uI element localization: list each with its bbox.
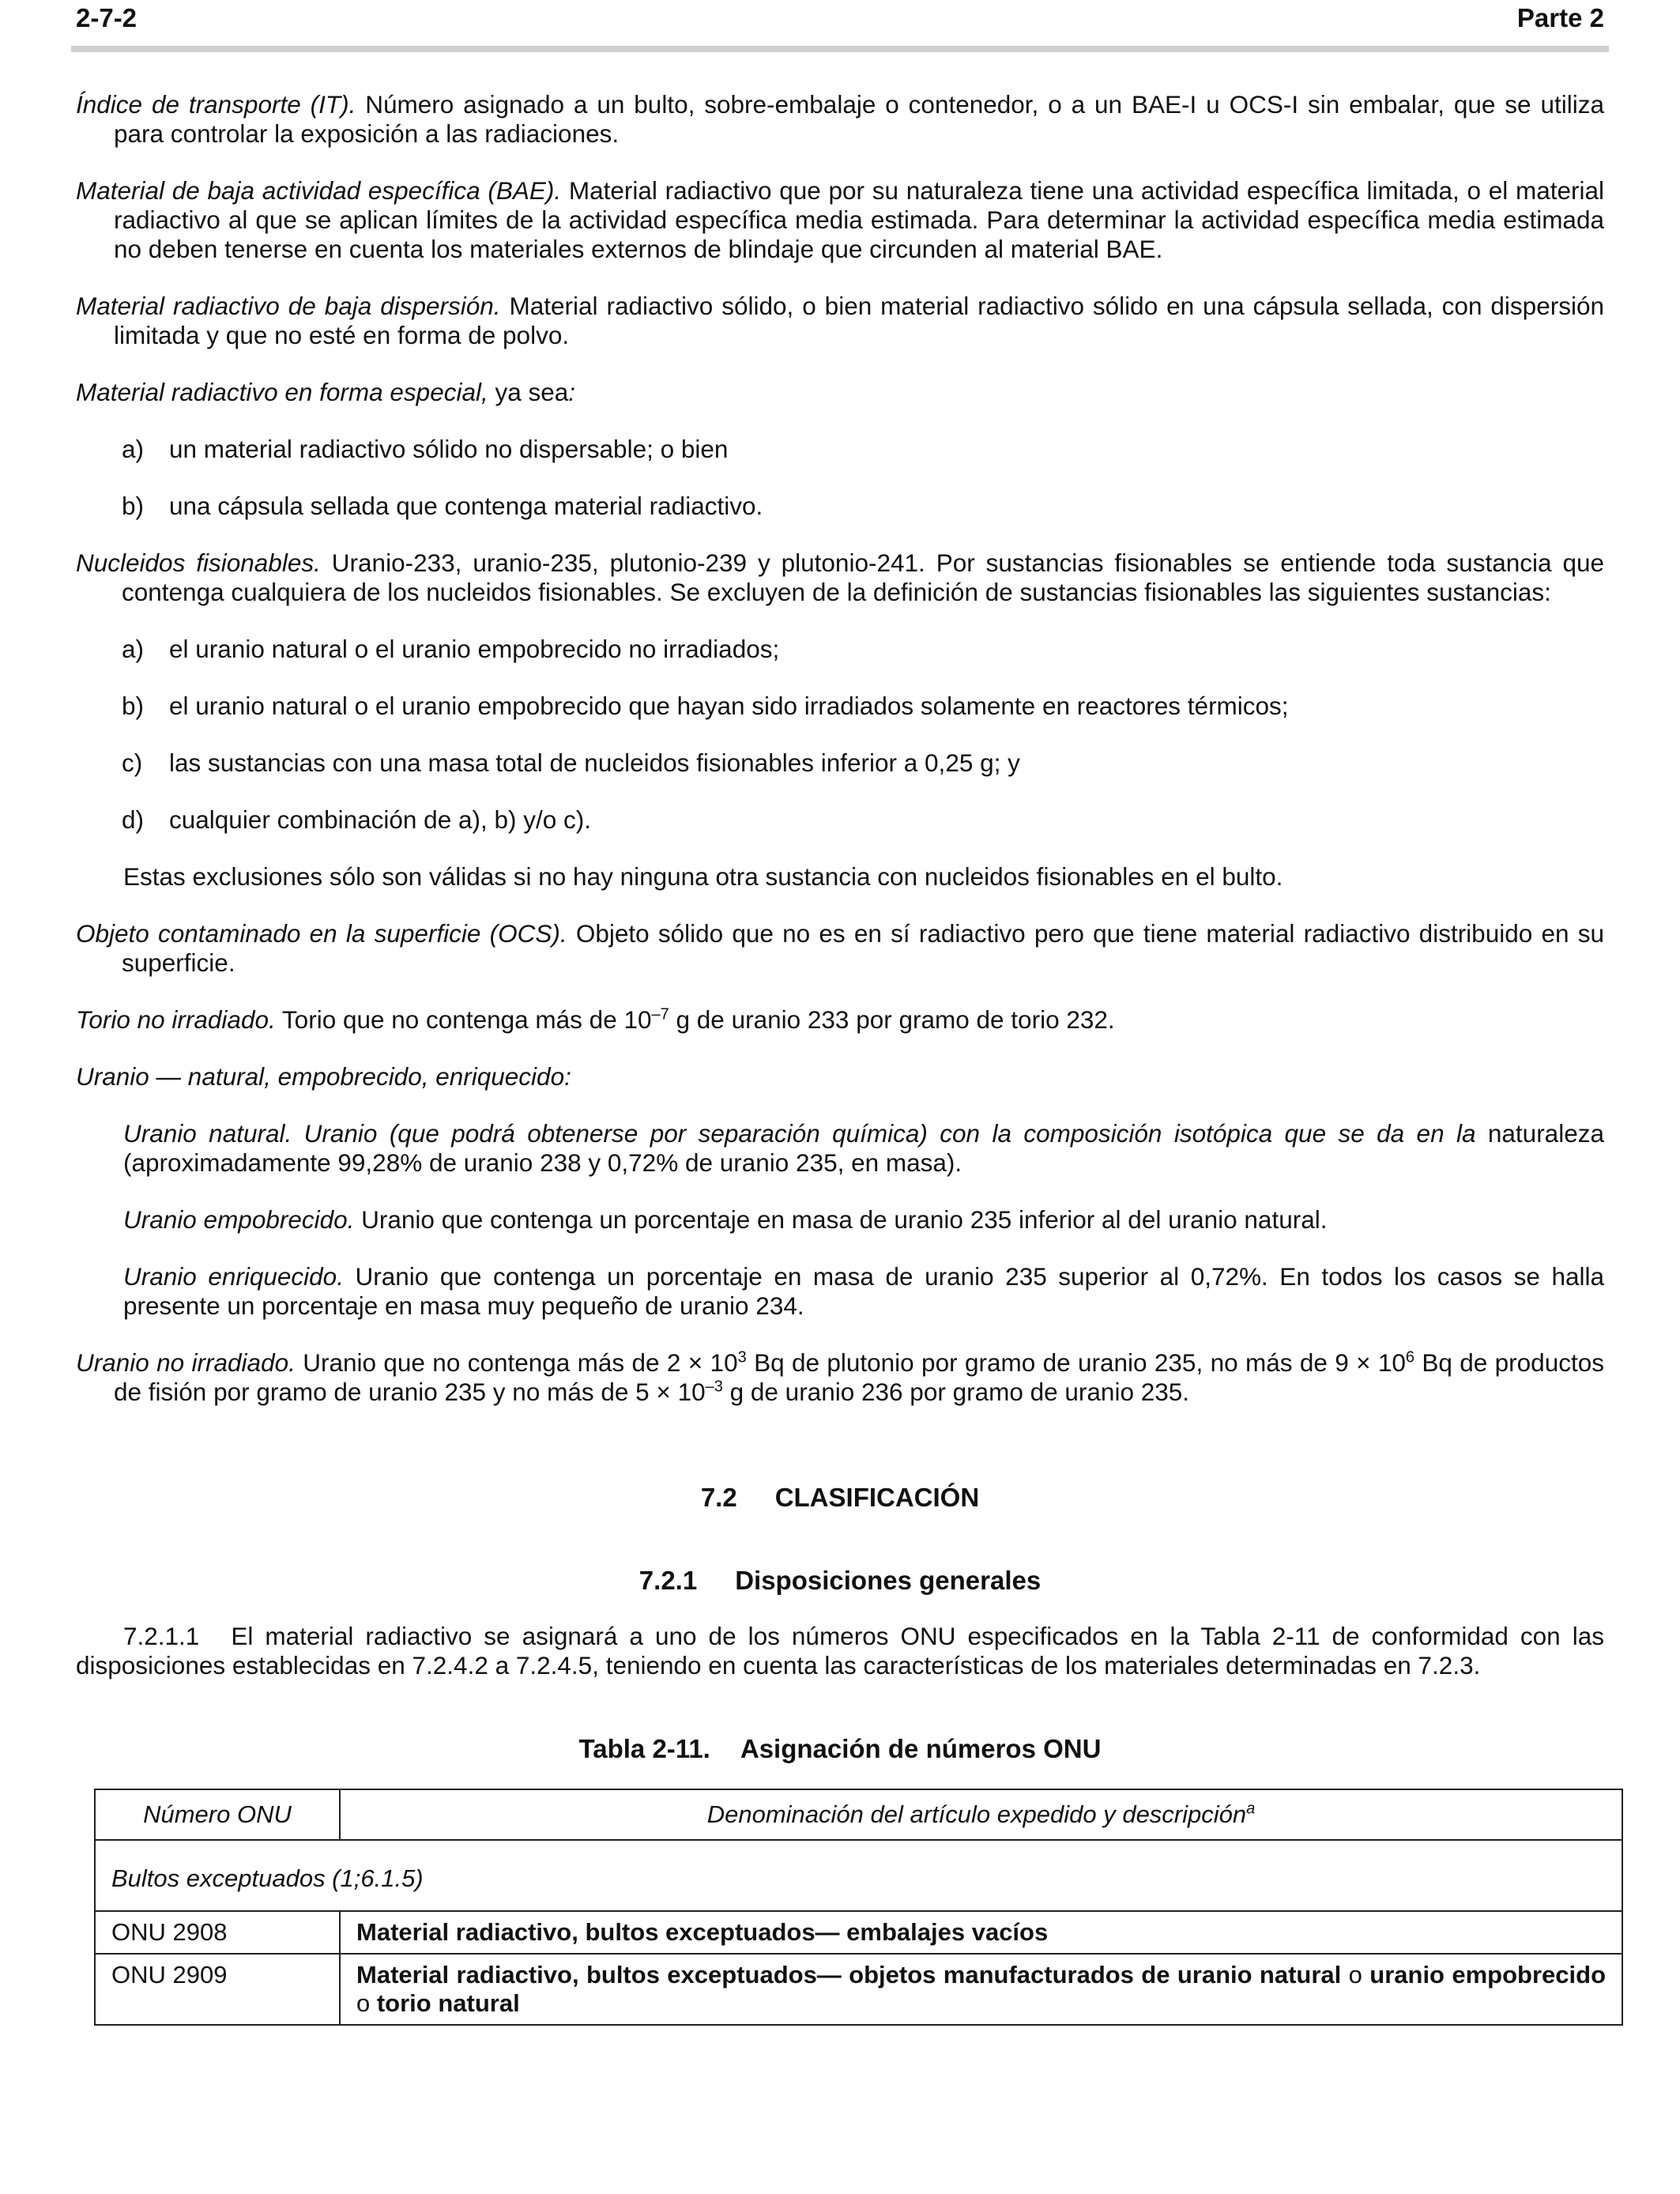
table-row	[95, 1911, 1622, 1954]
column-header-un-number: Número ONU	[95, 1789, 340, 1840]
subsection-heading: 7.2.1 Disposiciones generales	[638, 1566, 1042, 1595]
header-rule	[71, 46, 1609, 52]
column-header-description: Denominación del artículo expedido y descripción$^a$	[340, 1789, 1622, 1840]
part-label: Parte 2	[1516, 3, 1604, 32]
list-item: b) el uranio natural o el uranio empobrecido que hayan sido irradiados solamente en reactores térmicos;	[122, 692, 1289, 720]
list-item: b) una cápsula sellada que contenga material radiactivo.	[122, 492, 763, 520]
list-item: a) un material radiactivo sólido no dispersable; o bien	[122, 435, 729, 463]
list-item: c) las sustancias con una masa total de nucleidos fisionables inferior a 0,25 g; y	[122, 748, 1020, 777]
un-numbers-table	[94, 1789, 1623, 2026]
definition-unirradiated-thorium: Torio no irradiado. Torio que no contenga más de $10^{-7}$ g de uranio 233 por gramo de torio 232.	[76, 1005, 1115, 1034]
table-header-row	[95, 1789, 1622, 1840]
description-cell: Material radiactivo, bultos exceptuados— objetos manufacturados de uranio natural o uranio empobrecido o torio natural	[340, 1954, 1622, 2025]
definition-transport-index: Índice de transporte (IT). Número asignado a un bulto, sobre-embalaje o contenedor, o a un BAE-I u OCS-I sin embalar, que se utiliza para controlar la exposición a las radiaciones.	[76, 90, 1604, 148]
definition-bae: Material de baja actividad específica (BAE). Material radiactivo que por su naturaleza tiene una actividad específica limitada, o el material radiactivo al que se aplican límites de la actividad específica media estimada. Para determinar la actividad específica media estimada no deben tenerse en cuenta los materiales externos de blindaje que circunden al material BAE.	[76, 176, 1604, 263]
definition-fissile-nuclides: Nucleidos fisionables. Uranio-233, uranio-235, plutonio-239 y plutonio-241. Por sustancias fisionables se entiende toda sustancia que contenga cualquiera de los nucleidos fisionables. Se excluyen de la definición de sustancias fisionables las siguientes sustancias:	[76, 548, 1604, 606]
definition-natural-uranium: Uranio natural. Uranio (que podrá obtenerse por separación química) con la composición isotópica que se da en la naturaleza (aproximadamente 99,28% de uranio 238 y 0,72% de uranio 235, en masa).	[123, 1119, 1604, 1177]
definition-depleted-uranium: Uranio empobrecido. Uranio que contenga un porcentaje en masa de uranio 235 inferior al del uranio natural.	[123, 1205, 1328, 1234]
uranium-heading: Uranio — natural, empobrecido, enriquecido:	[76, 1062, 571, 1091]
un-number-cell: ONU 2908	[95, 1911, 340, 1954]
paragraph-7-2-1-1: 7.2.1.1 El material radiactivo se asignará a uno de los números ONU especificados en la Tabla 2-11 de conformidad con las disposiciones establecidas en 7.2.4.2 a 7.2.4.5, teniendo en cuenta las características de los materiales determinadas en 7.2.3.	[76, 1622, 1604, 1679]
list-item: a) el uranio natural o el uranio empobrecido no irradiados;	[122, 635, 780, 663]
page-number: 2-7-2	[76, 3, 137, 32]
page-header	[76, 2, 1604, 51]
section-heading: 7.2 CLASIFICACIÓN	[700, 1483, 980, 1512]
description-cell: Material radiactivo, bultos exceptuados— embalajes vacíos	[340, 1911, 1622, 1954]
exclusions-note: Estas exclusiones sólo son válidas si no hay ninguna otra sustancia con nucleidos fisionables en el bulto.	[123, 862, 1283, 891]
group-excepted-packages: Bultos exceptuados (1;6.1.5)	[95, 1840, 1622, 1911]
document-body	[76, 90, 1604, 2026]
un-number-cell: ONU 2909	[95, 1954, 340, 2025]
table-group-row	[95, 1840, 1622, 1911]
table-row	[95, 1954, 1622, 2025]
definition-unirradiated-uranium: Uranio no irradiado. Uranio que no contenga más de $2 \times 10^3$ Bq de plutonio por gramo de uranio 235, no más de $9 \times 10^6$ Bq de productos de fisión por gramo de uranio 235 y no más de $5 \times 10^{-3}$ g de uranio 236 por gramo de uranio 235.	[76, 1348, 1604, 1406]
definition-ocs: Objeto contaminado en la superficie (OCS). Objeto sólido que no es en sí radiactivo pero que tiene material radiactivo distribuido en su superficie.	[76, 919, 1604, 977]
table-caption: Tabla 2-11. Asignación de números ONU	[578, 1734, 1102, 1763]
definition-special-form: Material radiactivo en forma especial, ya sea:	[76, 378, 576, 406]
list-item: d) cualquier combinación de a), b) y/o c).	[122, 805, 592, 834]
definition-low-dispersion: Material radiactivo de baja dispersión. Material radiactivo sólido, o bien material radiactivo sólido en una cápsula sellada, con dispersión limitada y que no esté en forma de polvo.	[76, 292, 1604, 349]
definition-enriched-uranium: Uranio enriquecido. Uranio que contenga un porcentaje en masa de uranio 235 superior al 0,72%. En todos los casos se halla presente un porcentaje en masa muy pequeño de uranio 234.	[123, 1262, 1604, 1320]
